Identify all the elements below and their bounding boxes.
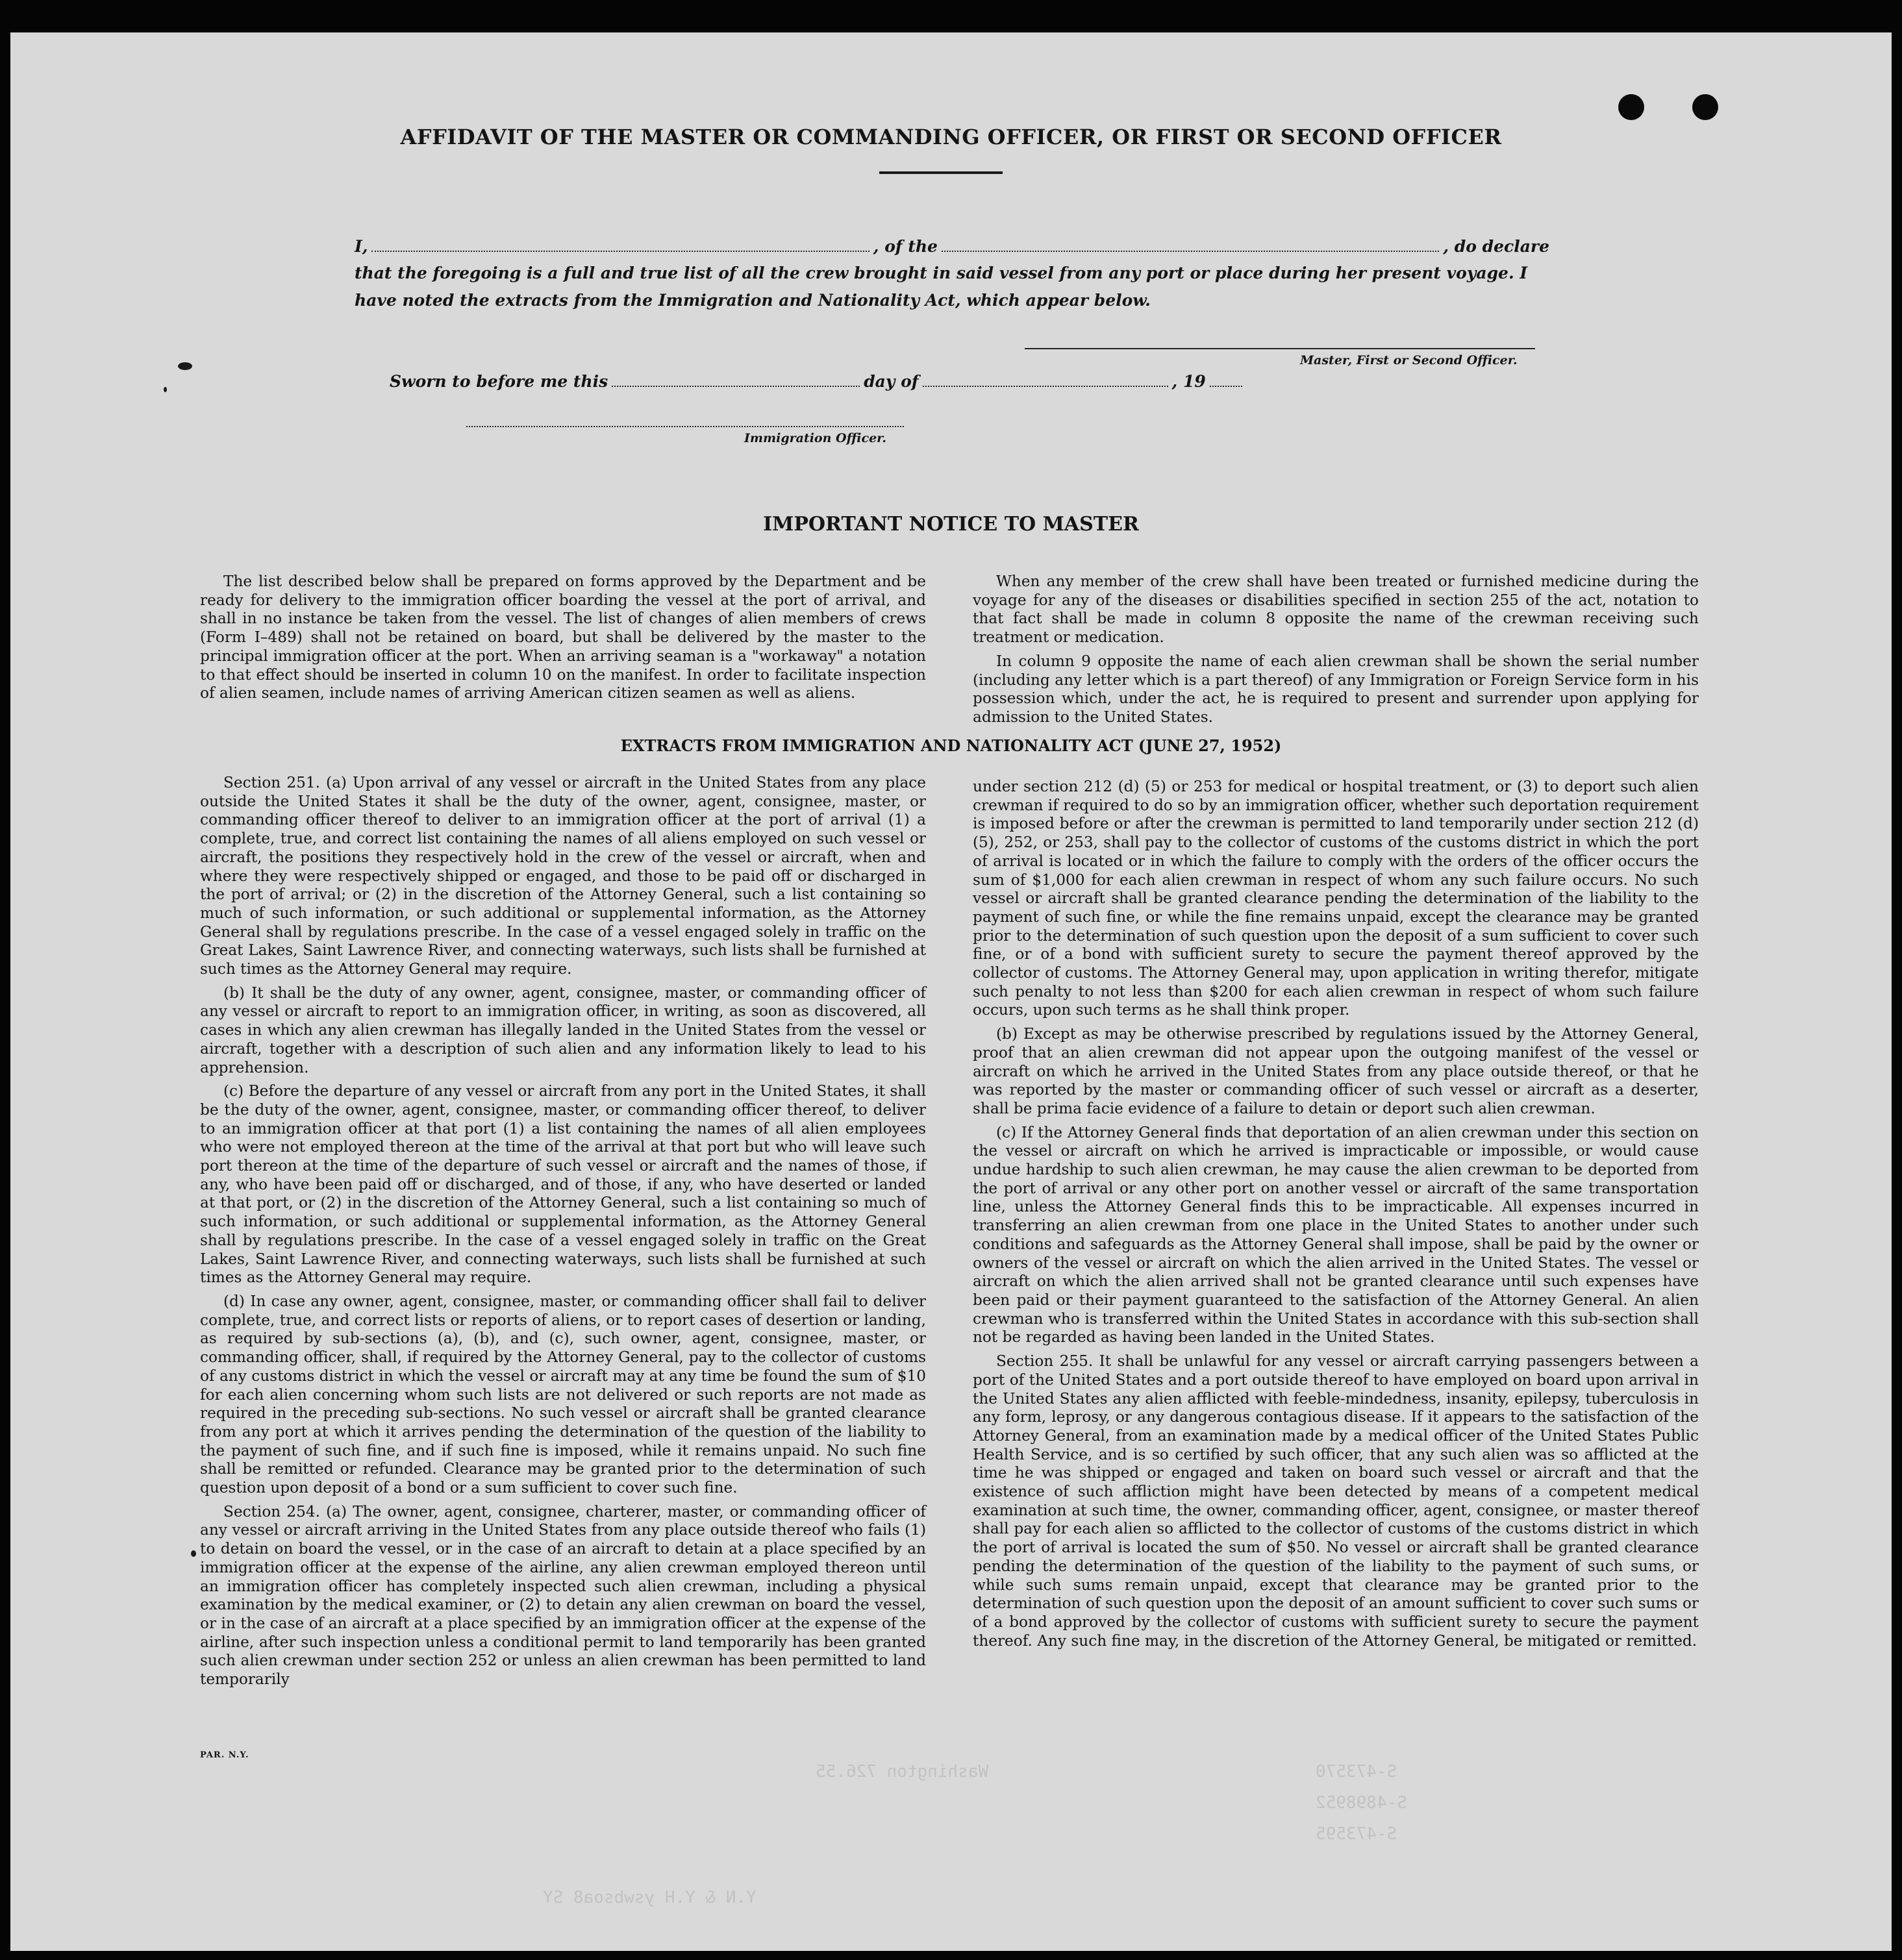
extract-paragraph: Section 255. It shall be unlawful for any vessel or aircraft carrying passengers between a port of the United States and a port outside thereof to have employed on board upon arrival in the United States any alien afflicted with feeble-mindedness, insanity, epilepsy, tuberculosis in any form, leprosy, or any dangerous contagious disease. If it appears to the satisfaction of the Attorney General, from an examination made by a medical officer of the United States Public Health Service, and is so certified by such officer, that any such alien was so afflicted at the time he was shipped or engaged and taken on board such vessel or aircraft and that the existence of such affliction might have been detected by means of a competent medical examination at such time, the owner, commanding officer, agent, consignee, or master thereof shall pay for each alien so afflicted to the collector of customs of the customs district in which the port of arrival is located the sum of $50. No vessel or aircraft shall be granted clearance pending the determination of the question of the liability to the payment of such sums, or while such sums remain unpaid, except that clearance may be granted prior to the determination of such question upon the deposit of an amount sufficient to cover such sums or of a bond approved by the collector of customs with sufficient surety to secure the payment thereof. Any such fine may, in the discretion of the Attorney General, be mitigated or remitted. [973, 1352, 1699, 1650]
extract-paragraph: (d) In case any owner, agent, consignee, master, or commanding officer shall fail to deliver complete, true, and correct lists or reports of aliens, or to report cases of desertion or landing, as required by sub-sections (a), (b), and (c), such owner, agent, consignee, master, or commanding officer, shall, if required by the Attorney General, pay to the collector of customs of any customs district in which the vessel or aircraft may at any time be found the sum of $10 for each alien concerning whom such lists are not delivered or such reports are not made as required in the preceding sub-sections. No such vessel or aircraft shall be granted clearance from any port at which it arrives pending the determination of the question of the liability to the payment of such fine, and if such fine is imposed, while it remains unpaid. No such fine shall be remitted or refunded. Clearance may be granted prior to the determination of such question upon deposit of a bond or a sum sufficient to cover such fine. [200, 1292, 926, 1497]
bleed-through-text: Washington 726.55 [816, 1762, 989, 1781]
bleed-through-text: S-473570 [1316, 1762, 1397, 1781]
extracts-right-column [973, 778, 1699, 1650]
scan-speck [191, 1550, 196, 1557]
extract-paragraph: (c) If the Attorney General finds that deportation of an alien crewman under this section on the vessel or aircraft on which he arrived is impracticable or impossible, or would cause undue hardship to such alien crewman, he may cause the alien crewman to be deported from the port of arrival or any other port on another vessel or aircraft of the same transportation line, unless the Attorney General finds this to be impracticable. All expenses incurred in transferring an alien crewman from one place in the United States to another under such conditions and safeguards as the Attorney General shall impose, shall be paid by the owner or owners of the vessel or aircraft on which the alien arrived in the United States. The vessel or aircraft on which the alien arrived shall not be granted clearance until such expenses have been paid or their payment guaranteed to the satisfaction of the Attorney General. An alien crewman who is transferred within the United States in accordance with this sub-section shall not be regarded as having been landed in the United States. [973, 1123, 1699, 1346]
day-of-label: day of [864, 372, 919, 391]
extract-paragraph: Section 251. (a) Upon arrival of any vessel or aircraft in the United States from any place outside the United States it shall be the duty of the owner, agent, consignee, master, or commanding officer thereof to deliver to an immigration officer at the port of arrival (1) a complete, true, and correct list containing the names of all aliens employed on such vessel or aircraft, the positions they respectively hold in the crew of the vessel or aircraft, when and where they were respectively shipped or engaged, and those to be paid off or discharged in the port of arrival; or (2) in the discretion of the Attorney General, such a list containing so much of such information, or such additional or supplemental information, as the Attorney General shall by regulations prescribe. In the case of a vessel engaged solely in traffic on the Great Lakes, Saint Lawrence River, and connecting waterways, such lists shall be furnished at such times as the Attorney General may require. [200, 774, 926, 978]
extract-paragraph: (c) Before the departure of any vessel or aircraft from any port in the United States, it shall be the duty of the owner, agent, consignee, master, or commanding officer thereof, to deliver to an immigration officer at that port (1) a list containing the names of all alien employees who were not employed thereon at the time of the arrival at that port but who will leave such port thereon at the time of the departure of such vessel or aircraft and the names of those, if any, who have been paid off or discharged, and of those, if any, who have deserted or landed at that port, or (2) in the discretion of the Attorney General, such a list containing so much of such information, or such additional or supplemental information, as the Attorney General shall by regulations prescribe. In the case of a vessel engaged solely in traffic on the Great Lakes, Saint Lawrence River, and connecting waterways, such lists shall be furnished at such times as the Attorney General may require. [200, 1082, 926, 1287]
officer-signature-caption: Immigration Officer. [744, 431, 887, 445]
sworn-day-field[interactable] [612, 385, 860, 387]
scan-speck [178, 362, 192, 370]
declarant-label: I, [355, 237, 368, 256]
declare-label: , do declare [1443, 237, 1550, 256]
year-label: , 19 [1171, 372, 1206, 391]
extract-paragraph: (b) It shall be the duty of any owner, agent, consignee, master, or commanding officer of any vessel or aircraft to report to an immigration officer, in writing, as soon as discovered, all cases in which any alien crewman has illegally landed in the United States from the vessel or aircraft, together with a description of such alien and any information likely to lead to his apprehension. [200, 984, 926, 1076]
extracts-title: EXTRACTS FROM IMMIGRATION AND NATIONALITY ACT (JUNE 27, 1952) [620, 736, 1282, 755]
notice-paragraph: The list described below shall be prepared on forms approved by the Department and be ready for delivery to the immigration officer boarding the vessel at the port of arrival, and shall in no instance be taken from the vessel. The list of changes of alien members of crews (Form I–489) shall not be retained on board, but shall be delivered by the master to the principal immigration officer at the port. When an arriving seaman is a "workaway" a notation to that effect should be inserted in column 10 on the manifest. In order to facilitate inspection of alien seamen, include names of arriving American citizen seamen as well as aliens. [200, 573, 926, 702]
sworn-month-field[interactable] [923, 385, 1168, 387]
bleed-through-text: S-4898952 [1316, 1793, 1407, 1813]
sworn-year-field[interactable] [1210, 385, 1242, 387]
bleed-through-text: Y.N & Y.H yswbsoa8 SY [543, 1888, 757, 1907]
notice-paragraph: When any member of the crew shall have been treated or furnished medicine during the voyage for any of the diseases or disabilities specified in section 255 of the act, notation to that fact shall be made in column 8 opposite the name of the crewman receiving such treatment or medication. [973, 573, 1699, 647]
vessel-name-field[interactable] [942, 250, 1439, 252]
vessel-label: , of the [873, 237, 938, 256]
notice-left-column [200, 573, 926, 703]
master-signature-line[interactable] [1025, 348, 1535, 349]
punch-hole [1618, 94, 1644, 120]
bleed-through-text: S-473595 [1316, 1824, 1397, 1844]
notice-paragraph: In column 9 opposite the name of each alien crewman shall be shown the serial number (including any letter which is a part thereof) of any Immigration or Foreign Service form in his possession which, under the act, he is required to present and surrender upon applying for admission to the United States. [973, 652, 1699, 726]
punch-hole [1692, 94, 1718, 120]
notice-right-column [973, 573, 1699, 727]
document-page [10, 32, 1892, 1951]
form-code: PAR. N.Y. [200, 1750, 249, 1760]
sworn-label: Sworn to before me this [390, 372, 608, 391]
affidavit-title: AFFIDAVIT OF THE MASTER OR COMMANDING OFFICER, OR FIRST OR SECOND OFFICER [400, 125, 1502, 149]
extract-paragraph: (b) Except as may be otherwise prescribed by regulations issued by the Attorney General, proof that an alien crewman did not appear upon the outgoing manifest of the vessel or aircraft on which he arrived in the United States from any place outside thereof, or that he was reported by the master or commanding officer of such vessel or aircraft as a deserter, shall be prima facie evidence of a failure to detain or deport such alien crewman. [973, 1025, 1699, 1117]
declaration-text: that the foregoing is a full and true list of all the crew brought in said vessel from any port or place during her present voyage. I have noted the extracts from the Immigration and Nationality Act, which appear below. [355, 264, 1528, 310]
officer-signature-line[interactable] [466, 426, 904, 427]
master-signature-caption: Master, First or Second Officer. [1300, 353, 1518, 367]
scan-speck [164, 387, 167, 392]
extracts-left-column [200, 774, 926, 1689]
title-underline [879, 171, 1003, 174]
declaration-line [355, 227, 1549, 256]
extract-paragraph: under section 212 (d) (5) or 253 for medical or hospital treatment, or (3) to deport such alien crewman if required to do so by an immigration officer, whether such deportation requirement is imposed before or after the crewman is permitted to land temporarily under section 212 (d) (5), 252, or 253, shall pay to the collector of customs of the customs district in which the port of arrival is located or in which the failure to comply with the orders of the officer occurs the sum of $1,000 for each alien crewman in respect of whom any such failure occurs. No such vessel or aircraft shall be granted clearance pending the determination of the liability to the payment of such fine, or while the fine remains unpaid, except the clearance may be granted prior to the determination of such question upon the deposit of a sum sufficient to cover such fine, or of a bond with sufficient surety to secure the payment thereof approved by the collector of customs. The Attorney General may, upon application in writing therefor, mitigate such penalty to not less than $200 for each alien crewman in respect of whom such failure occurs, upon such terms as he shall think proper. [973, 778, 1699, 1019]
extract-paragraph: Section 254. (a) The owner, agent, consignee, charterer, master, or commanding officer of any vessel or aircraft arriving in the United States from any place outside thereof who fails (1) to detain on board the vessel, or in the case of an aircraft to detain at a place specified by an immigration officer at the expense of the airline, any alien crewman employed thereon until an immigration officer has completely inspected such alien crewman, including a physical examination by the medical examiner, or (2) to detain any alien crewman on board the vessel, or in the case of an aircraft at a place specified by an immigration officer at the expense of the airline, after such inspection unless a conditional permit to land temporarily has been granted such alien crewman under section 252 or unless an alien crewman has been permitted to land temporarily [200, 1502, 926, 1689]
notice-title: IMPORTANT NOTICE TO MASTER [763, 513, 1139, 536]
sworn-line [390, 365, 1262, 391]
declarant-name-field[interactable] [371, 250, 869, 252]
